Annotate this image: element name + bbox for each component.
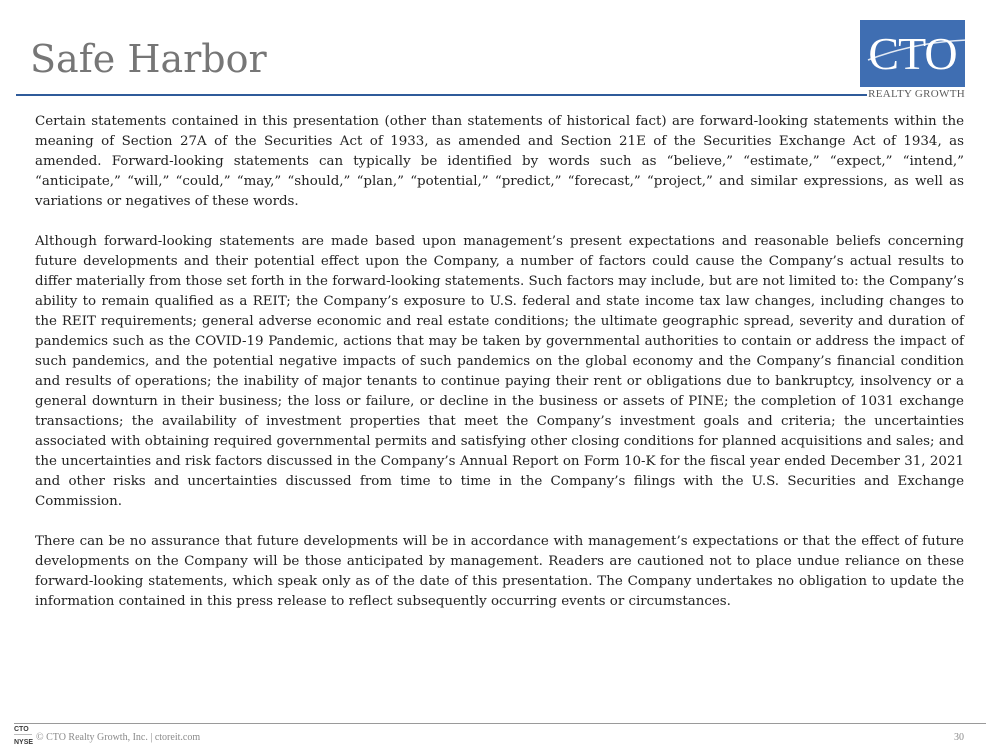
footer-copyright: © CTO Realty Growth, Inc. | ctoreit.com xyxy=(36,732,201,743)
page-title: Safe Harbor xyxy=(30,37,267,81)
footer-logo-top: CTO xyxy=(14,726,29,733)
footer-logo-bottom: NYSE xyxy=(14,739,34,746)
cto-logo xyxy=(860,20,965,87)
logo-tagline: REALTY GROWTH xyxy=(868,88,965,100)
paragraph-no-assurance: There can be no assurance that future developments will be in accordance with management’s expectations or that the effect of future developments on the Company will be those anticipated by management. Readers are cautioned not to place undue reliance on these forward-looking statements, which speak only as of the date of this presentation. The Company undertakes no obligation to update the information contained in this press release to reflect subsequently occurring events or circumstances. xyxy=(35,534,964,609)
footer-nyse-logo xyxy=(14,726,36,748)
footer-logo-line xyxy=(14,734,32,735)
logo-wordmark: CTO xyxy=(868,28,957,79)
title-divider xyxy=(16,94,867,96)
page-number: 30 xyxy=(954,732,964,743)
logo-swoosh-icon xyxy=(860,20,965,87)
footer-divider xyxy=(14,723,986,724)
safe-harbor-body xyxy=(35,112,964,632)
paragraph-risk-factors: Although forward-looking statements are made based upon management’s present expectations and reasonable beliefs concerning future developments and their potential effect upon the Company, a number of factors could cause the Company’s actual results to differ materially from those set forth in the forward-looking statements. Such factors may include, but are not limited to: the Company’s ability to remain qualified as a REIT; the Company’s exposure to U.S. federal and state income tax law changes, including changes to the REIT requirements; general adverse economic and real estate conditions; the ultimate geographic spread, severity and duration of pandemics such as the COVID-19 Pandemic, actions that may be taken by governmental authorities to contain or address the impact of such pandemics, and the potential negative impacts of such pandemics on the global economy and the Company’s financial condition and results of operations; the inability of major tenants to continue paying their rent or obligations due to bankruptcy, insolvency or a general downturn in their business; the loss or failure, or decline in the business or assets of PINE; the completion of 1031 exchange transactions; the availability of investment properties that meet the Company’s investment goals and criteria; the uncertainties associated with obtaining required governmental permits and satisfying other closing conditions for planned acquisitions and sales; and the uncertainties and risk factors discussed in the Company’s Annual Report on Form 10-K for the fiscal year ended December 31, 2021 and other risks and uncertainties discussed from time to time in the Company’s filings with the U.S. Securities and Exchange Commission. xyxy=(35,234,964,509)
paragraph-forward-looking: Certain statements contained in this presentation (other than statements of historical fact) are forward-looking statements within the meaning of Section 27A of the Securities Act of 1933, as amended and Section 21E of the Securities Exchange Act of 1934, as amended. Forward-looking statements can typically be identified by words such as “believe,” “estimate,” “expect,” “intend,” “anticipate,” “will,” “could,” “may,” “should,” “plan,” “potential,” “predict,” “forecast,” “project,” and similar expressions, as well as variations or negatives of these words. xyxy=(35,114,964,209)
